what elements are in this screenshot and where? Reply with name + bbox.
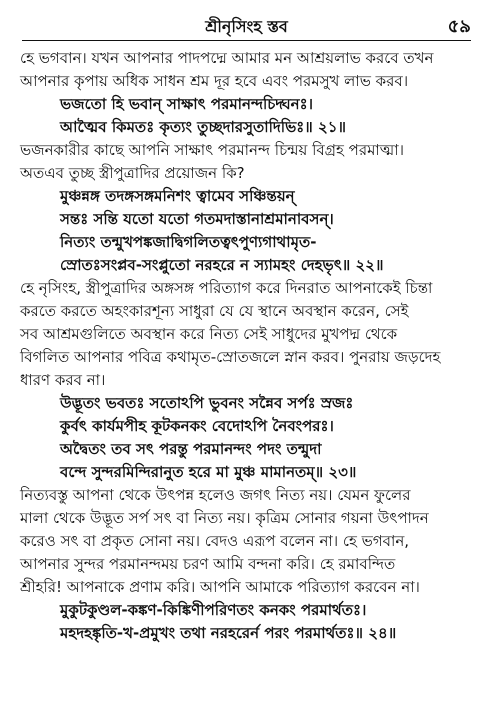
page-header [22, 4, 471, 41]
prose-line: নিত্যবস্তু আপনা থেকে উৎপন্ন হলেও জগৎ নিত্য নয়। যেমন ফুলের [20, 486, 411, 504]
prose-line: করতে করতে অহংকারশূন্য সাধুরা যে যে স্থানে অবস্থান করেন, সেই [20, 302, 409, 320]
verse-line: মুকুটকুণ্ডল-কঙ্কণ-কিঙ্কিণীপরিণতং কনকং পরমার্থতঃ। [60, 601, 367, 619]
verse-line: স্রোতঃসংপ্লব-সংপ্লুতো নরহরে ন স্যামহং দেহভৃৎ॥ ২২॥ [60, 256, 384, 274]
prose-line: হে ভগবান। যখন আপনার পাদপদ্মে আমার মন আশ্রয়লাভ করবে তখন [20, 49, 434, 67]
prose-line: ভজনকারীর কাছে আপনি সাক্ষাৎ পরমানন্দ চিন্ময় বিগ্রহ পরমাত্মা। [20, 141, 404, 159]
prose-line: মালা থেকে উদ্ভূত সর্প সৎ বা নিত্য নয়। কৃত্রিম সোনার গয়না উৎপাদন [20, 509, 429, 527]
verse-line: কুর্বৎ কার্যমপীহ কূটকনকং বেদোঽপি নৈবংপরঃ। [60, 417, 334, 435]
prose-line: বিগলিত আপনার পবিত্র কথামৃত-স্রোতজলে স্নান করব। পুনরায় জড়দেহ [20, 348, 441, 366]
verse-line: ভজতো হি ভবান্ সাক্ষাৎ পরমানন্দচিদ্ঘনঃ। [60, 95, 313, 113]
prose-line: আপনার কৃপায় অধিক সাধন শ্রম দূর হবে এবং পরমসুখ লাভ করব। [20, 72, 409, 90]
prose-line: ধারণ করব না। [20, 371, 106, 389]
page-number: ৫৯ [447, 16, 471, 37]
prose-line: হে নৃসিংহ, স্ত্রীপুত্রাদির অঙ্গসঙ্গ পরিত্যাগ করে দিনরাত আপনাকেই চিন্তা [20, 279, 433, 297]
verse-line: সন্তঃ সন্তি যতো যতো গতমদাস্তানাশ্রমানাবসন্। [60, 210, 334, 228]
verse-line: নিত্যং তন্মুখপঙ্কজাদ্বিগলিতত্বৎপুণ্যগাথামৃত- [60, 233, 317, 251]
verse-line: বন্দে সুন্দরমিন্দিরানুত হরে মা মুঞ্চ মামানতম্॥ ২৩॥ [60, 463, 357, 481]
page-title: শ্রীনৃসিংহ স্তব [205, 17, 288, 36]
verse-line: মুঞ্চন্নঙ্গ তদঙ্গসঙ্গমনিশং ত্বামেব সঞ্চিন্তয়ন্ [60, 187, 295, 205]
verse-line: উদ্ভূতং ভবতঃ সতোঽপি ভুবনং সন্নৈব সর্পঃ স্রজঃ [60, 394, 354, 412]
verse-line: মহদহঙ্কৃতি-খ-প্রমুখং তথা নরহরের্ন পরং পরমার্থতঃ॥ ২৪॥ [60, 624, 397, 642]
prose-line: করেও সৎ বা প্রকৃত সোনা নয়। বেদও এরূপ বলেন না। হে ভগবান, [20, 532, 410, 550]
prose-line: আপনার সুন্দর পরমানন্দময় চরণ আমি বন্দনা করি। হে রমাবন্দিত [20, 555, 396, 573]
verse-line: অদ্বৈতং তব সৎ পরন্তু পরমানন্দং পদং তন্মুদা [60, 440, 322, 458]
prose-line: অতএব তুচ্ছ স্ত্রীপুত্রাদির প্রয়োজন কি? [20, 164, 245, 182]
page-body [14, 47, 471, 645]
verse-line: আত্মৈব কিমতঃ কৃত্যং তুচ্ছদারসুতাদিভিঃ॥ ২১॥ [60, 118, 346, 136]
prose-line: সব আশ্রমগুলিতে অবস্থান করে নিত্য সেই সাধুদের মুখপদ্ম থেকে [20, 325, 398, 343]
prose-line: শ্রীহরি! আপনাকে প্রণাম করি। আপনি আমাকে পরিত্যাগ করবেন না। [20, 578, 420, 596]
